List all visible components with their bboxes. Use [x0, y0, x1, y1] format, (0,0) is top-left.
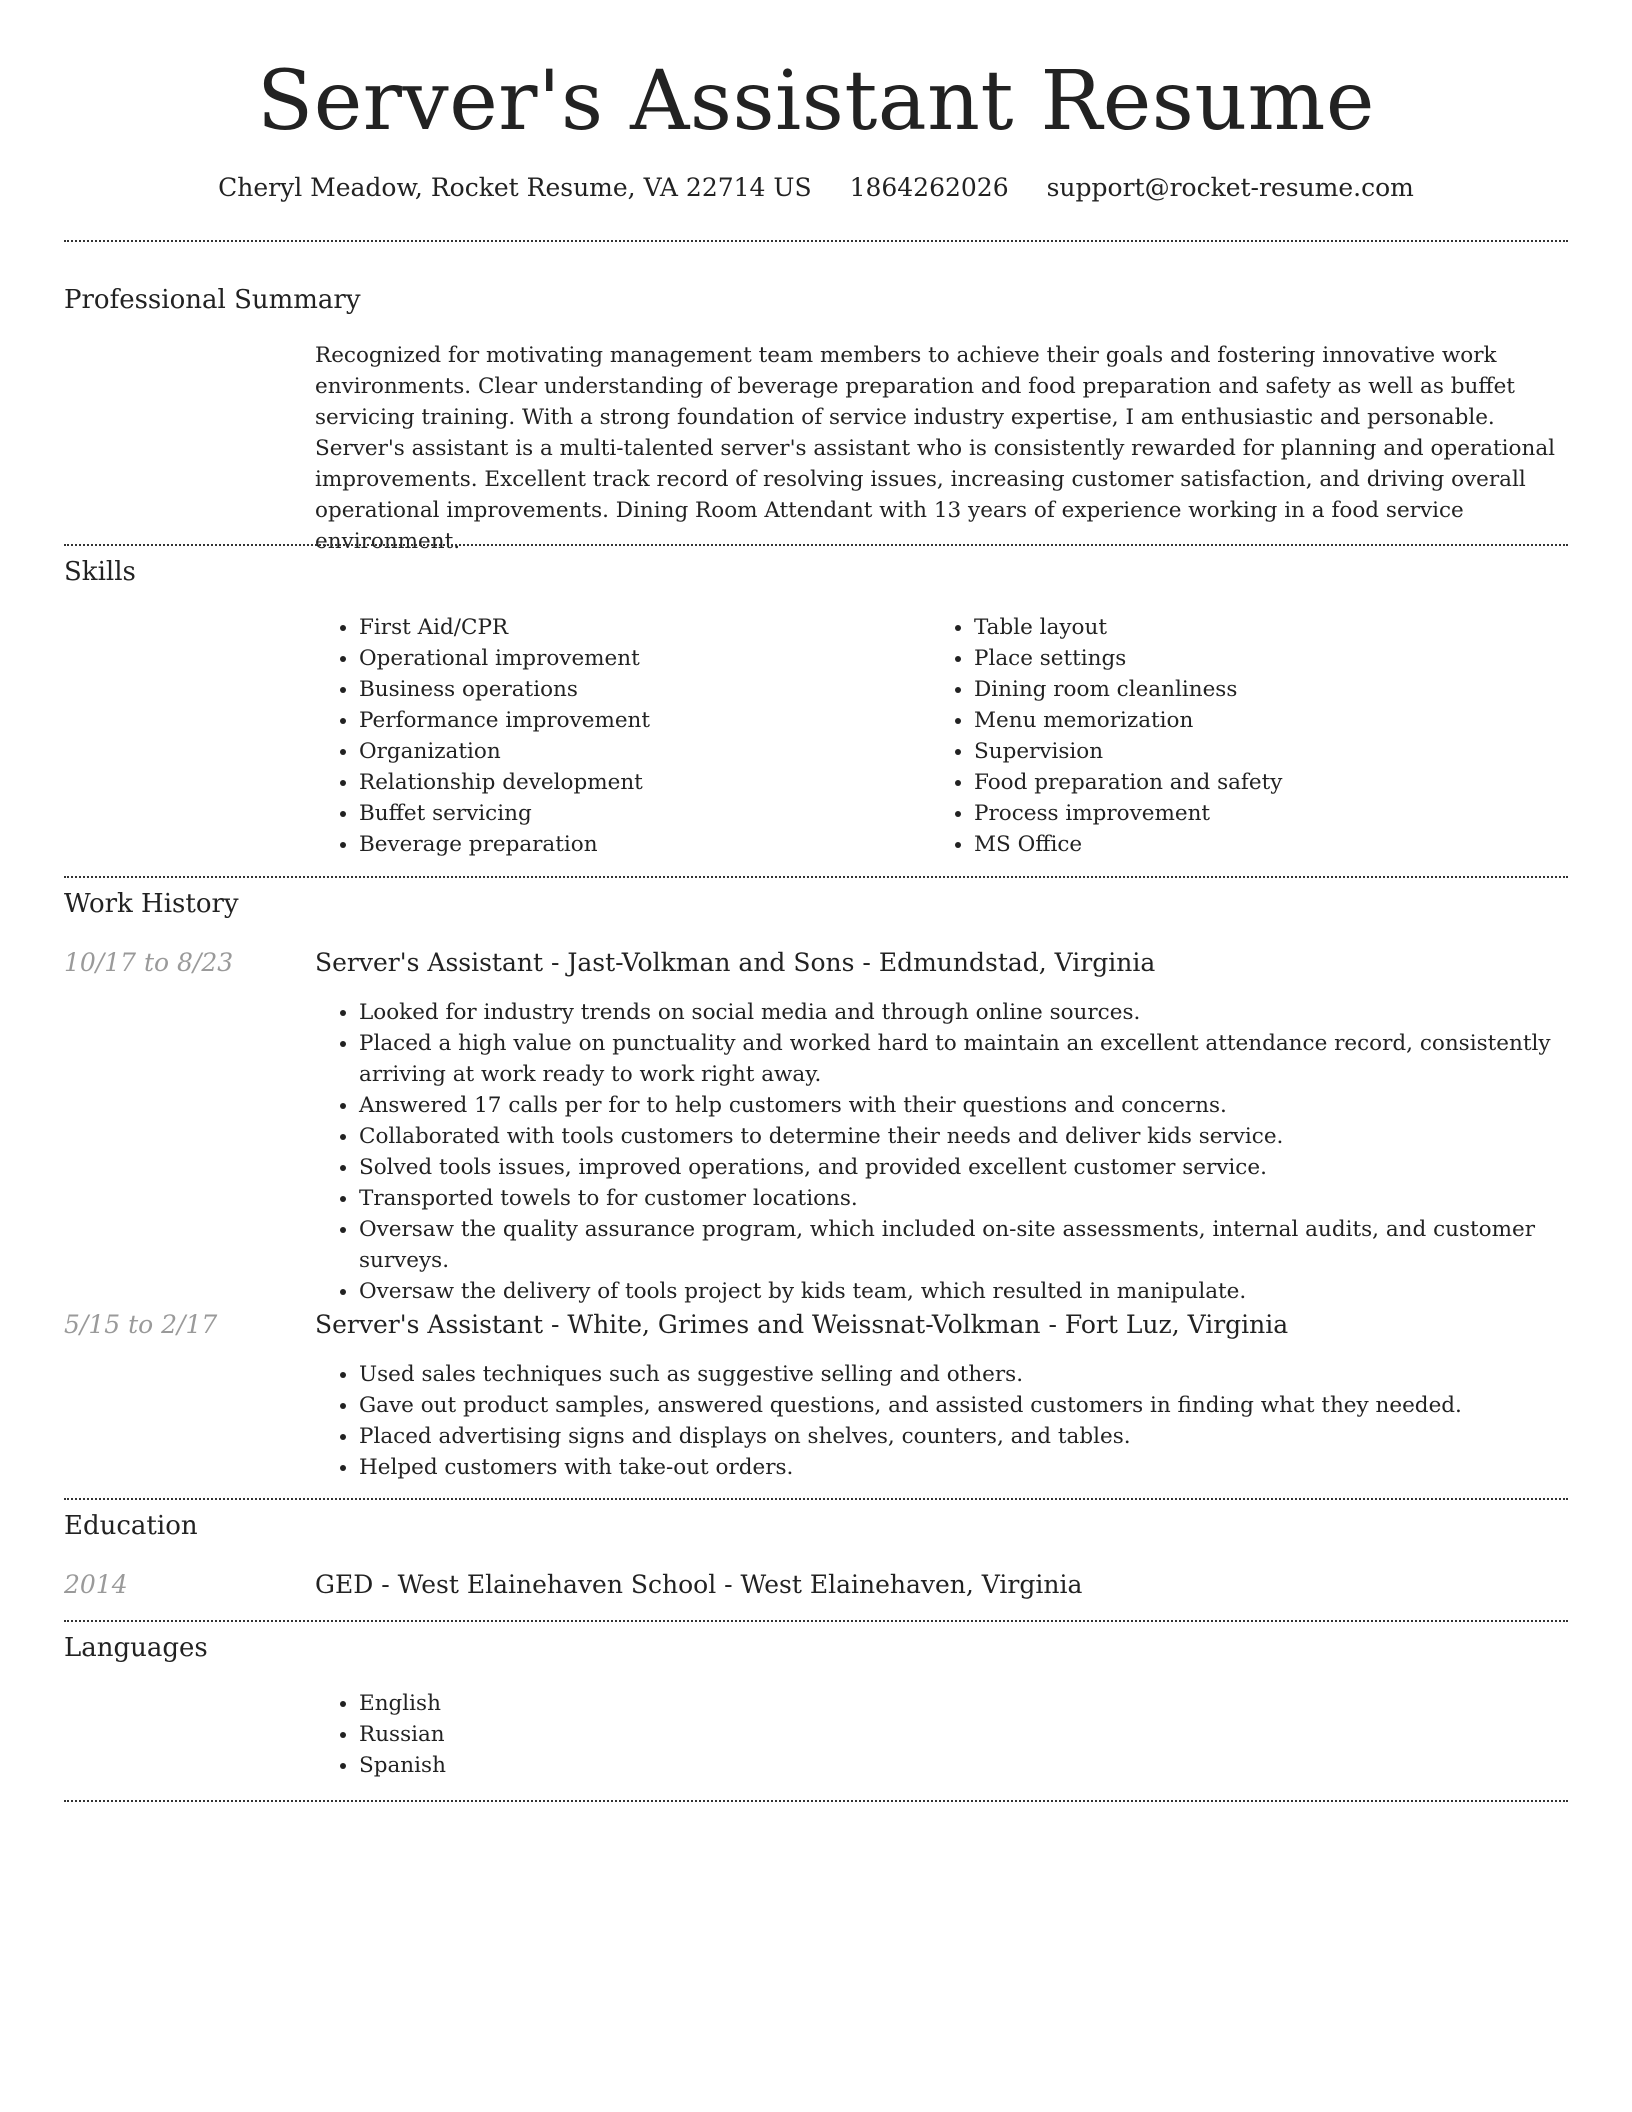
divider [64, 1800, 1568, 1802]
skill-item: • Buffet servicing [359, 798, 919, 829]
skill-item: • Food preparation and safety [974, 767, 1574, 798]
job-bullet: • Oversaw the delivery of tools project by kids team, which resulted in manipulate. [359, 1276, 1589, 1307]
skills-list-right [930, 612, 1574, 860]
education-heading: Education [64, 1511, 198, 1541]
skill-item: • Business operations [359, 674, 919, 705]
skills-list-left [315, 612, 919, 860]
contact-phone: 1864262026 [849, 173, 1009, 202]
job-dates: 10/17 to 8/23 [64, 948, 234, 977]
summary-text: Recognized for motivating management team members to achieve their goals and fostering innovative work environments. Clear understanding of beverage preparation and food preparation and safety as well as buffet servicing training. With a strong foundation of service industry expertise, I am enthusiastic and personable. Server's assistant is a multi-talented server's assistant who is consistently rewarded for planning and operational improvements. Excellent track record of resolving issues, increasing customer satisfaction, and driving overall operational improvements. Dining Room Attendant with 13 years of experience working in a food service environment. [315, 343, 1556, 554]
skill-item: • Process improvement [974, 798, 1574, 829]
job-bullet: • Answered 17 calls per for to help customers with their questions and concerns. [359, 1090, 1589, 1121]
skill-item: • Relationship development [359, 767, 919, 798]
work-heading: Work History [64, 889, 239, 919]
job-bullets [315, 997, 1589, 1307]
job-heading: Server's Assistant - Jast-Volkman and Sons - Edmundstad, Virginia [315, 948, 1156, 977]
job-bullet: • Collaborated with tools customers to determine their needs and deliver kids service. [359, 1121, 1589, 1152]
job-bullet: • Placed a high value on punctuality and worked hard to maintain an excellent attendance record, consistently arriving at work ready to work right away. [359, 1028, 1589, 1090]
skill-item: • Beverage preparation [359, 829, 919, 860]
languages-heading: Languages [64, 1633, 208, 1663]
job-bullet: • Transported towels to for customer locations. [359, 1183, 1589, 1214]
job-dates: 5/15 to 2/17 [64, 1310, 218, 1339]
job-bullet: • Helped customers with take-out orders. [359, 1452, 1589, 1483]
divider [64, 544, 1568, 546]
job-bullet: • Oversaw the quality assurance program, which included on-site assessments, internal audits, and customer surveys. [359, 1214, 1589, 1276]
language-item: • Russian [359, 1719, 959, 1750]
skill-item: • Operational improvement [359, 643, 919, 674]
skill-item: • Table layout [974, 612, 1574, 643]
skill-item: • First Aid/CPR [359, 612, 919, 643]
skill-item: • Place settings [974, 643, 1574, 674]
divider [64, 1498, 1568, 1500]
job-bullet: • Looked for industry trends on social media and through online sources. [359, 997, 1589, 1028]
contact-email[interactable]: support@rocket-resume.com [1046, 173, 1414, 202]
skill-item: • Supervision [974, 736, 1574, 767]
job-bullet: • Used sales techniques such as suggestive selling and others. [359, 1359, 1589, 1390]
skill-item: • MS Office [974, 829, 1574, 860]
job-bullet: • Placed advertising signs and displays on shelves, counters, and tables. [359, 1421, 1589, 1452]
skills-heading: Skills [64, 557, 136, 587]
skill-item: • Performance improvement [359, 705, 919, 736]
contact-address: Cheryl Meadow, Rocket Resume, VA 22714 US [218, 173, 812, 202]
skill-item: • Dining room cleanliness [974, 674, 1574, 705]
summary-heading: Professional Summary [64, 285, 361, 315]
skill-item: • Menu memorization [974, 705, 1574, 736]
education-entry: GED - West Elainehaven School - West Elainehaven, Virginia [315, 1570, 1083, 1599]
language-item: • Spanish [359, 1750, 959, 1781]
divider [64, 240, 1568, 242]
contact-line [0, 171, 1632, 205]
language-item: • English [359, 1688, 959, 1719]
job-heading: Server's Assistant - White, Grimes and Weissnat-Volkman - Fort Luz, Virginia [315, 1310, 1289, 1339]
job-bullet: • Gave out product samples, answered questions, and assisted customers in finding what they needed. [359, 1390, 1589, 1421]
languages-list [315, 1688, 959, 1781]
skill-item: • Organization [359, 736, 919, 767]
divider [64, 1620, 1568, 1622]
job-bullet: • Solved tools issues, improved operations, and provided excellent customer service. [359, 1152, 1589, 1183]
job-bullets [315, 1359, 1589, 1483]
resume-title: Server's Assistant Resume [257, 54, 1375, 149]
divider [64, 876, 1568, 878]
education-year: 2014 [64, 1570, 128, 1599]
